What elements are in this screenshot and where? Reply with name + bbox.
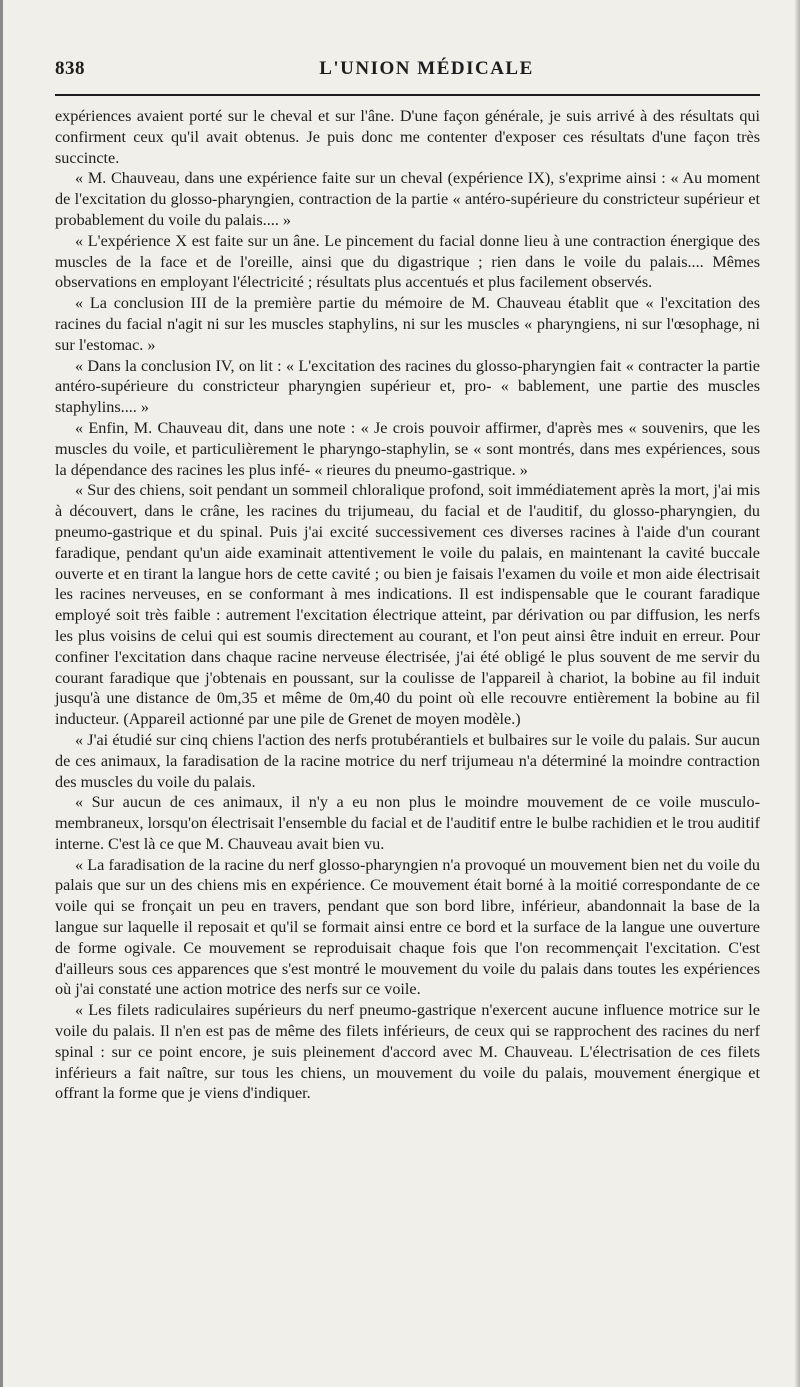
- paragraph: « Enfin, M. Chauveau dit, dans une note : « Je crois pouvoir affirmer, d'après mes « souvenirs, que les muscles du voile, et particulièrement le pharyngo-staphylin, se « sont montrés, dans mes expériences, sous la dépendance des racines les plus infé- « rieures du pneumo-gastrique. »: [55, 418, 760, 479]
- paragraph: « La faradisation de la racine du nerf glosso-pharyngien n'a provoqué un mouvement bien net du voile du palais que sur un des chiens mis en expérience. Ce mouvement était borné à la moitié correspondante de ce voile qui se fronçait un peu en travers, pendant que son bord libre, inférieur, abandonnait la base de la langue sur laquelle il reposait et qu'il se formait ainsi entre ce bord et la surface de la langue une ouverture de forme ogivale. Ce mouvement se reproduisait chaque fois que l'on recommençait l'excitation. C'est d'ailleurs sous ces apparences que s'est montré le mouvement du voile du palais dans toutes les expériences où j'ai constaté une action motrice des nerfs sur ce voile.: [55, 855, 760, 999]
- paragraph: « Les filets radiculaires supérieurs du nerf pneumo-gastrique n'exercent aucune influence motrice sur le voile du palais. Il n'en est pas de même des filets inférieurs, de ceux qui se rapprochent des racines du nerf spinal : sur ce point encore, je suis pleinement d'accord avec M. Chauveau. L'électrisation de ces filets inférieurs a fait naître, sur tous les chiens, un mouvement du voile du palais, mouvement énergique et offrant la forme que je viens d'indiquer.: [55, 1001, 760, 1103]
- paragraph: « J'ai étudié sur cinq chiens l'action des nerfs protubérantiels et bulbaires sur le voile du palais. Sur aucun de ces animaux, la faradisation de la racine motrice du nerf trijumeau n'a déterminé la moindre contraction des muscles du voile du palais.: [55, 730, 760, 791]
- page-number: 838: [55, 58, 85, 79]
- paragraph: expériences avaient porté sur le cheval et sur l'âne. D'une façon générale, je suis arrivé à des résultats qui confirment ceux qu'il avait obtenus. Je puis donc me contenter d'exposer ces résultats d'une façon très succincte.: [55, 107, 760, 167]
- paragraph: « La conclusion III de la première partie du mémoire de M. Chauveau établit que « l'excitation des racines du facial n'agit ni sur les muscles staphylins, ni sur les muscles « pharyngiens, ni sur l'œsophage, ni sur l'estomac. »: [55, 294, 760, 354]
- journal-title: L'UNION MÉDICALE: [319, 58, 534, 79]
- header-rule: [55, 94, 760, 96]
- page-edge-shadow: [794, 0, 800, 1387]
- paragraph: « M. Chauveau, dans une expérience faite sur un cheval (expérience IX), s'exprime ainsi : « Au moment de l'excitation du glosso-pharyngien, contraction de la partie « antéro-supérieure du constricteur supérieur et probablement du voile du palais.... »: [55, 169, 760, 229]
- paragraph: « L'expérience X est faite sur un âne. Le pincement du facial donne lieu à une contraction énergique des muscles de la face et de l'oreille, ainsi que du digastrique ; rien dans le voile du palais.... Mêmes observations en employant l'électricité ; résultats plus accentués et plus facilement observés.: [55, 231, 760, 292]
- running-head: [55, 58, 758, 88]
- paragraph: « Dans la conclusion IV, on lit : « L'excitation des racines du glosso-pharyngien fait « contracter la partie antéro-supérieure du constricteur pharyngien supérieur et, pro- « bablement, une partie des muscles staphylins.... »: [55, 356, 760, 417]
- body-text: [55, 106, 760, 1104]
- paragraph: « Sur des chiens, soit pendant un sommeil chloralique profond, soit immédiatement après la mort, j'ai mis à découvert, dans le crâne, les racines du trijumeau, du facial et de l'auditif, du glosso-pharyngien, du pneumo-gastrique et du spinal. Puis j'ai excité successivement ces diverses racines à l'aide d'un courant faradique, pendant qu'un aide examinait attentivement le voile du palais, en maintenant la cavité buccale ouverte et en tirant la langue hors de cette cavité ; ou bien je faisais l'examen du voile et mon aide électrisait les racines nerveuses, en se conformant à mes indications. Il est indispensable que le courant faradique employé soit très faible : autrement l'excitation électrique atteint, par dérivation ou par diffusion, les nerfs les plus voisins de celui qui est soumis directement au courant, et l'on peut ainsi être induit en erreur. Pour confiner l'excitation dans chaque racine nerveuse électrisée, j'ai été obligé le plus souvent de me servir du courant faradique que j'obtenais en poussant, sur la coulisse de l'appareil à chariot, la bobine au fil induit jusqu'à une distance de 0m,35 et même de 0m,40 du point où elle recouvre entièrement la bobine au fil inducteur. (Appareil actionné par une pile de Grenet de moyen modèle.): [55, 481, 760, 729]
- paragraph: « Sur aucun de ces animaux, il n'y a eu non plus le moindre mouvement de ce voile musculo-membraneux, lorsqu'on électrisait l'ensemble du facial et de l'auditif entre le bulbe rachidien et le trou auditif interne. C'est là ce que M. Chauveau avait bien vu.: [55, 793, 761, 853]
